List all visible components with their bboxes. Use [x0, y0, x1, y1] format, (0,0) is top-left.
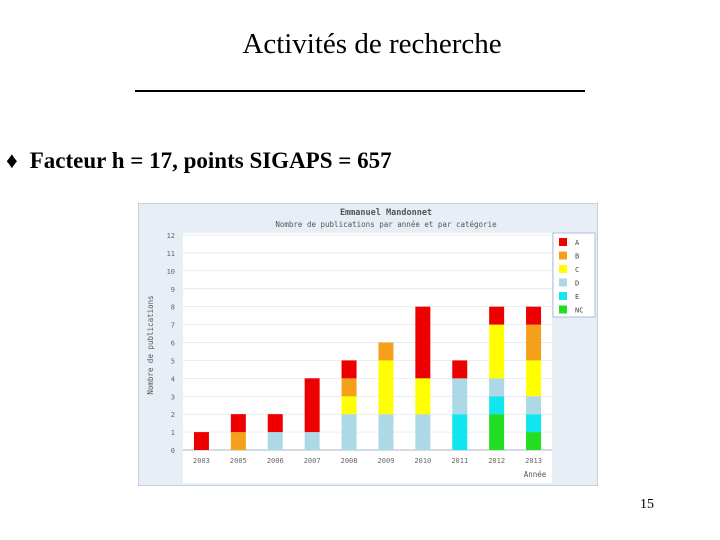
legend-label: C: [575, 266, 580, 274]
bar-segment-a: [231, 414, 246, 432]
y-tick-label: 10: [166, 267, 175, 276]
x-tick-label: 2009: [377, 457, 395, 465]
diamond-bullet-icon: ♦: [6, 148, 18, 173]
bar-segment-c: [415, 378, 430, 414]
y-tick-label: 5: [170, 357, 175, 366]
publications-chart: [138, 203, 598, 486]
bar-segment-b: [342, 378, 357, 396]
y-tick-label: 3: [170, 393, 175, 402]
bar-segment-d: [452, 378, 467, 414]
bar-segment-b: [526, 325, 541, 361]
x-tick-label: 2011: [451, 457, 469, 465]
legend-label: NC: [575, 306, 584, 315]
bar-segment-nc: [489, 414, 504, 450]
legend-swatch-a: [559, 238, 567, 246]
y-axis-label: Nombre de publications: [146, 295, 155, 395]
bar-segment-c: [489, 325, 504, 379]
bar-segment-d: [342, 414, 357, 450]
legend-label: A: [575, 239, 580, 247]
y-tick-label: 12: [166, 232, 175, 240]
bar-segment-d: [415, 414, 430, 450]
bar-segment-a: [526, 307, 541, 325]
bullet-line: [6, 148, 392, 174]
x-axis-label: Année: [523, 470, 547, 479]
x-tick-label: 2012: [488, 457, 506, 465]
x-tick-label: 2006: [266, 457, 284, 465]
legend-label: E: [575, 293, 580, 301]
x-tick-label: 2007: [303, 457, 321, 465]
legend-label: B: [575, 252, 580, 261]
chart-subtitle: Nombre de publications par année et par catégorie: [275, 220, 497, 229]
bar-segment-d: [526, 396, 541, 414]
legend-swatch-e: [559, 292, 567, 300]
x-tick-label: 2008: [340, 457, 358, 465]
legend-swatch-d: [559, 279, 567, 287]
bar-segment-a: [415, 307, 430, 379]
slide-title: Activités de recherche: [242, 28, 502, 60]
bar-segment-a: [194, 432, 209, 450]
chart-title: Emmanuel Mandonnet: [339, 208, 433, 218]
legend-swatch-b: [559, 252, 567, 260]
y-tick-label: 1: [170, 429, 175, 438]
legend-swatch-nc: [559, 306, 567, 314]
y-tick-label: 7: [170, 321, 175, 330]
legend-label: D: [575, 279, 580, 288]
title-underline: [135, 90, 585, 92]
y-tick-label: 8: [170, 303, 175, 312]
y-tick-label: 4: [170, 375, 175, 384]
bar-segment-d: [489, 378, 504, 396]
bar-segment-c: [342, 396, 357, 414]
bar-segment-c: [378, 360, 393, 414]
bar-segment-c: [526, 360, 541, 396]
bar-segment-d: [268, 432, 283, 450]
x-tick-label: 2013: [525, 457, 542, 465]
bar-segment-e: [526, 414, 541, 432]
bar-segment-a: [268, 414, 283, 432]
bar-segment-a: [452, 360, 467, 378]
bar-segment-a: [342, 360, 357, 378]
bar-segment-a: [489, 307, 504, 325]
x-tick-label: 2010: [414, 457, 432, 465]
y-tick-label: 11: [166, 249, 175, 258]
x-tick-label: 2003: [193, 457, 210, 465]
bar-segment-e: [452, 414, 467, 450]
bar-segment-d: [378, 414, 393, 450]
y-tick-label: 2: [170, 411, 175, 420]
chart-svg: [138, 203, 598, 486]
bar-segment-a: [305, 378, 320, 432]
legend-swatch-c: [559, 265, 567, 273]
y-tick-label: 0: [170, 447, 175, 455]
x-tick-label: 2005: [229, 457, 247, 465]
bar-segment-d: [305, 432, 320, 450]
bar-segment-e: [489, 396, 504, 414]
bar-segment-b: [378, 343, 393, 361]
bullet-text: Facteur h = 17, points SIGAPS = 657: [29, 148, 392, 173]
y-tick-label: 9: [170, 285, 175, 294]
bar-segment-b: [231, 432, 246, 450]
page-number: 15: [640, 497, 654, 512]
bar-segment-nc: [526, 432, 541, 450]
y-tick-label: 6: [170, 339, 175, 348]
